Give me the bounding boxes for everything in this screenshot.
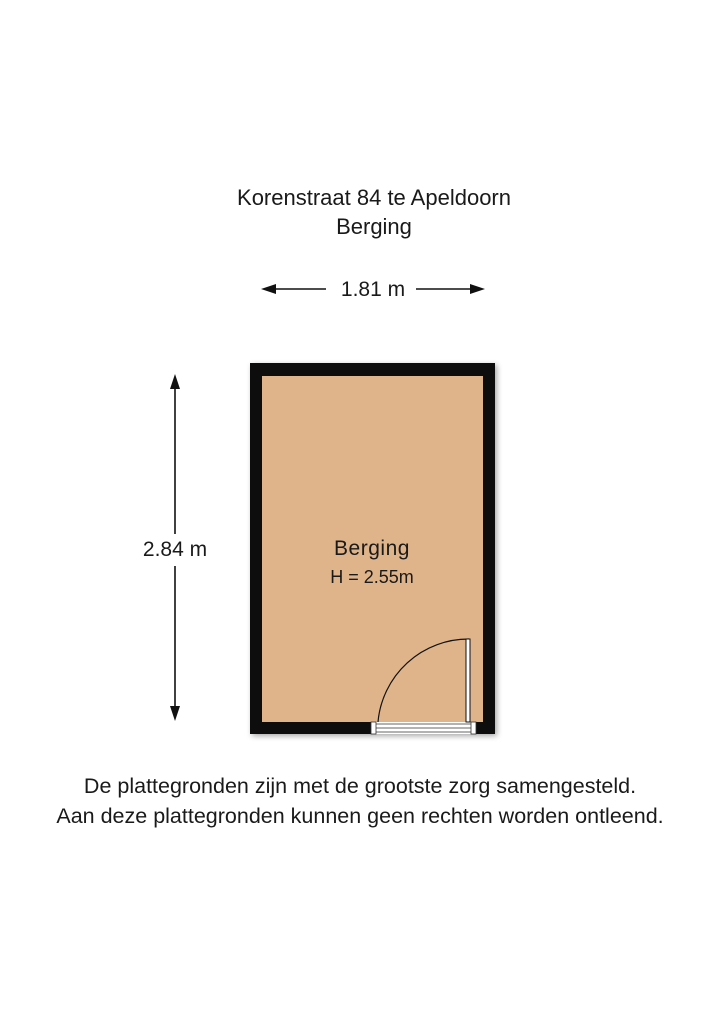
disclaimer-line-2: Aan deze plattegronden kunnen geen rechten worden ontleend. — [56, 804, 664, 828]
length-dimension-label: 2.84 m — [142, 538, 208, 561]
door-leaf — [466, 639, 470, 722]
floor-name: Berging — [336, 214, 412, 239]
address-title: Korenstraat 84 te Apeldoorn — [237, 185, 511, 210]
width-dimension-label: 1.81 m — [340, 278, 406, 301]
room-name-label: Berging — [334, 537, 410, 560]
room-height-label: H = 2.55m — [330, 567, 414, 587]
disclaimer-line-1: De plattegronden zijn met de grootste zorg samengesteld. — [83, 774, 637, 798]
disclaimer — [0, 771, 720, 831]
